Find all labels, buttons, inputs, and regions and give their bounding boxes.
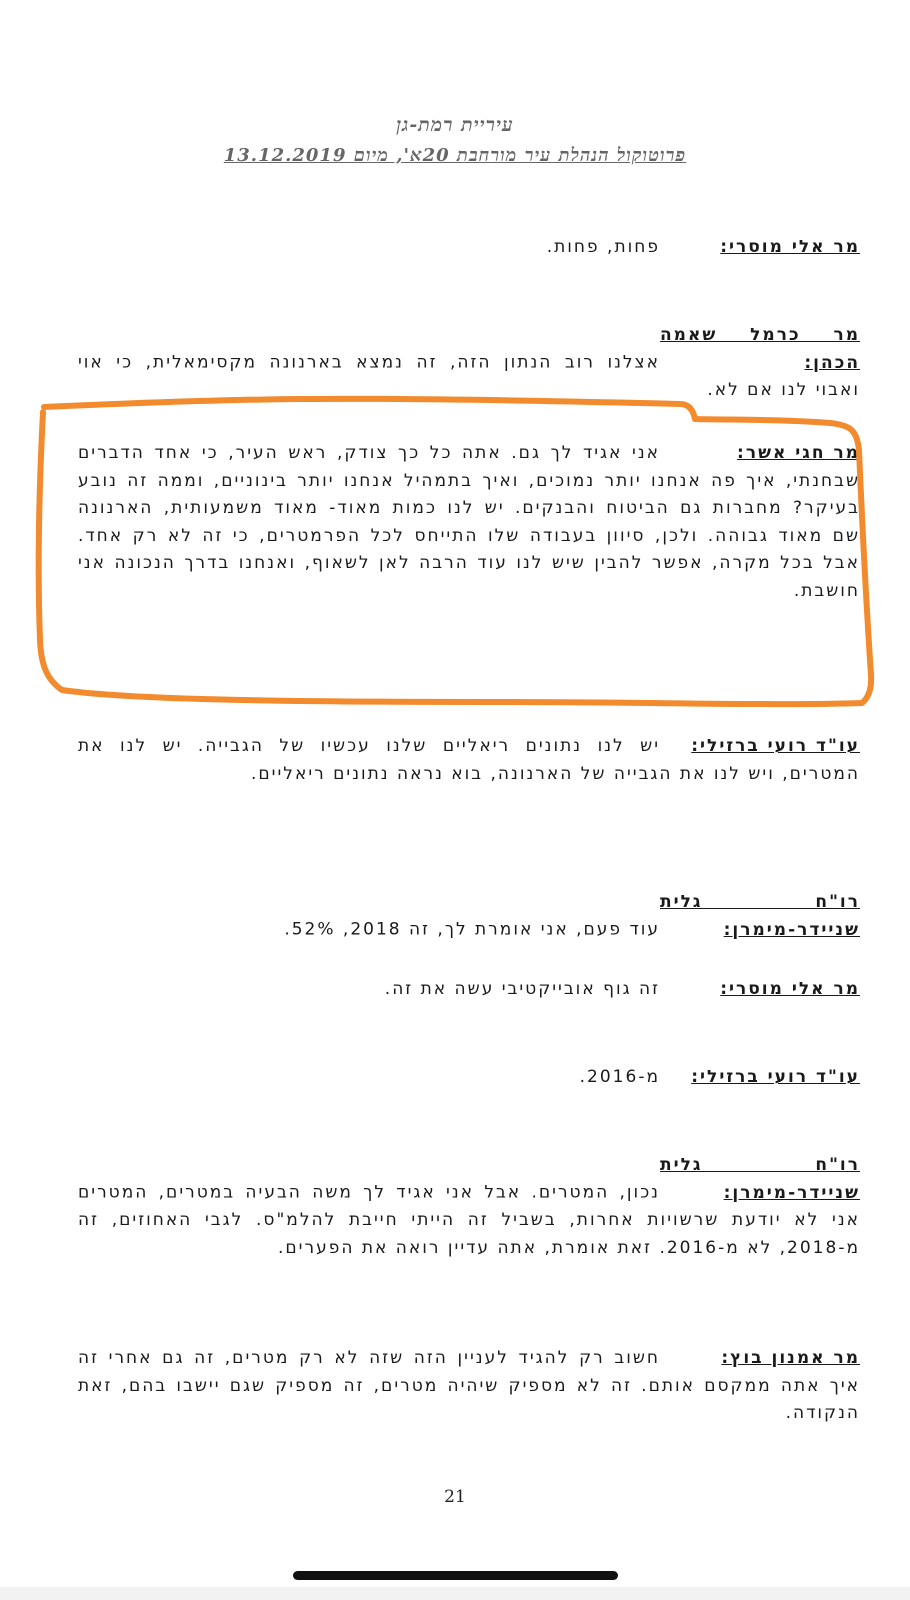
page-number: 21: [444, 1487, 466, 1507]
speaker-name: מר אמנון בוץ:: [721, 1348, 860, 1368]
header-protocol-title: פרוטוקול הנהלת עיר מורחבת 20א', מיום 13.12.2019: [223, 145, 687, 166]
speaker-name: רו"ח גלית שניידר-מימרן:: [660, 1155, 860, 1203]
speech-text: פחות, פחות.: [546, 237, 660, 257]
speaker-name: רו"ח גלית שניידר-מימרן:: [660, 892, 860, 940]
speaker-name: עו"ד רועי ברזילי:: [691, 736, 860, 756]
header-municipality: עיריית רמת-גן: [396, 114, 514, 136]
speaker-name: מר אלי מוסרי:: [720, 237, 860, 257]
speaker-name: מר כרמל שאמה הכהן:: [660, 325, 860, 373]
speech-text: מ-2016.: [579, 1067, 660, 1087]
home-indicator[interactable]: [293, 1571, 618, 1580]
speaker-name: מר אלי מוסרי:: [720, 979, 860, 999]
speech-text: יש לנו נתונים ריאליים שלנו עכשיו של הגבייה. יש לנו את המטרים, ויש לנו את הגבייה של הארנונה, בוא נראה נתונים ריאליים.: [78, 736, 860, 784]
orange-freehand-circle: [39, 399, 871, 704]
speech-text: זה גוף אובייקטיבי עשה את זה.: [384, 979, 660, 999]
speech-text: נכון, המטרים. אבל אני אגיד לך משה הבעיה במטרים, המטרים אני לא יודעת שרשויות אחרות, בשביל זה הייתי חייבת להלמ"ס. לגבי האחוזים, זה מ-2018, לא מ-2016. זאת אומרת, אתה עדיין רואה את הפערים.: [78, 1182, 860, 1258]
speaker-name: עו"ד רועי ברזילי:: [691, 1067, 860, 1087]
screen-bottom-strip: [0, 1587, 910, 1600]
speech-text: אצלנו רוב הנתון הזה, זה נמצא בארנונה מקסימאלית, כי אוי ואבוי לנו אם לא.: [78, 352, 860, 400]
speech-text: אני אגיד לך גם. אתה כל כך צודק, ראש העיר, כי אחד הדברים שבחנתי, איך פה אנחנו יותר נמוכים, ואיך בתמהיל אנחנו יותר בינוניים, וממה זה נובע בעיקר? מחברות גם הביטוח והבנקים. יש לנו כמות מאוד- מאוד משמעותית, הארנונה שם מאוד גבוהה. ולכן, סיוון בעבודה שלו התייחס לכל הפרמטרים, כי זה לא רק אחד. אבל בכל מקרה, אפשר להבין שיש לנו עוד הרבה לאן לשאוף, ואנחנו בדרך הנכונה אני חושבת.: [78, 443, 860, 601]
speech-text: עוד פעם, אני אומרת לך, זה 2018, 52%.: [284, 919, 660, 940]
speech-text: חשוב רק להגיד לעניין הזה שזה לא רק מטרים, זה גם אחרי זה איך אתה ממקסם אותם. זה לא מספיק שיהיה מטרים, זה מספיק שגם יישבו בהם, זאת הנקודה.: [78, 1348, 860, 1423]
speaker-name: מר חגי אשר:: [737, 443, 860, 463]
